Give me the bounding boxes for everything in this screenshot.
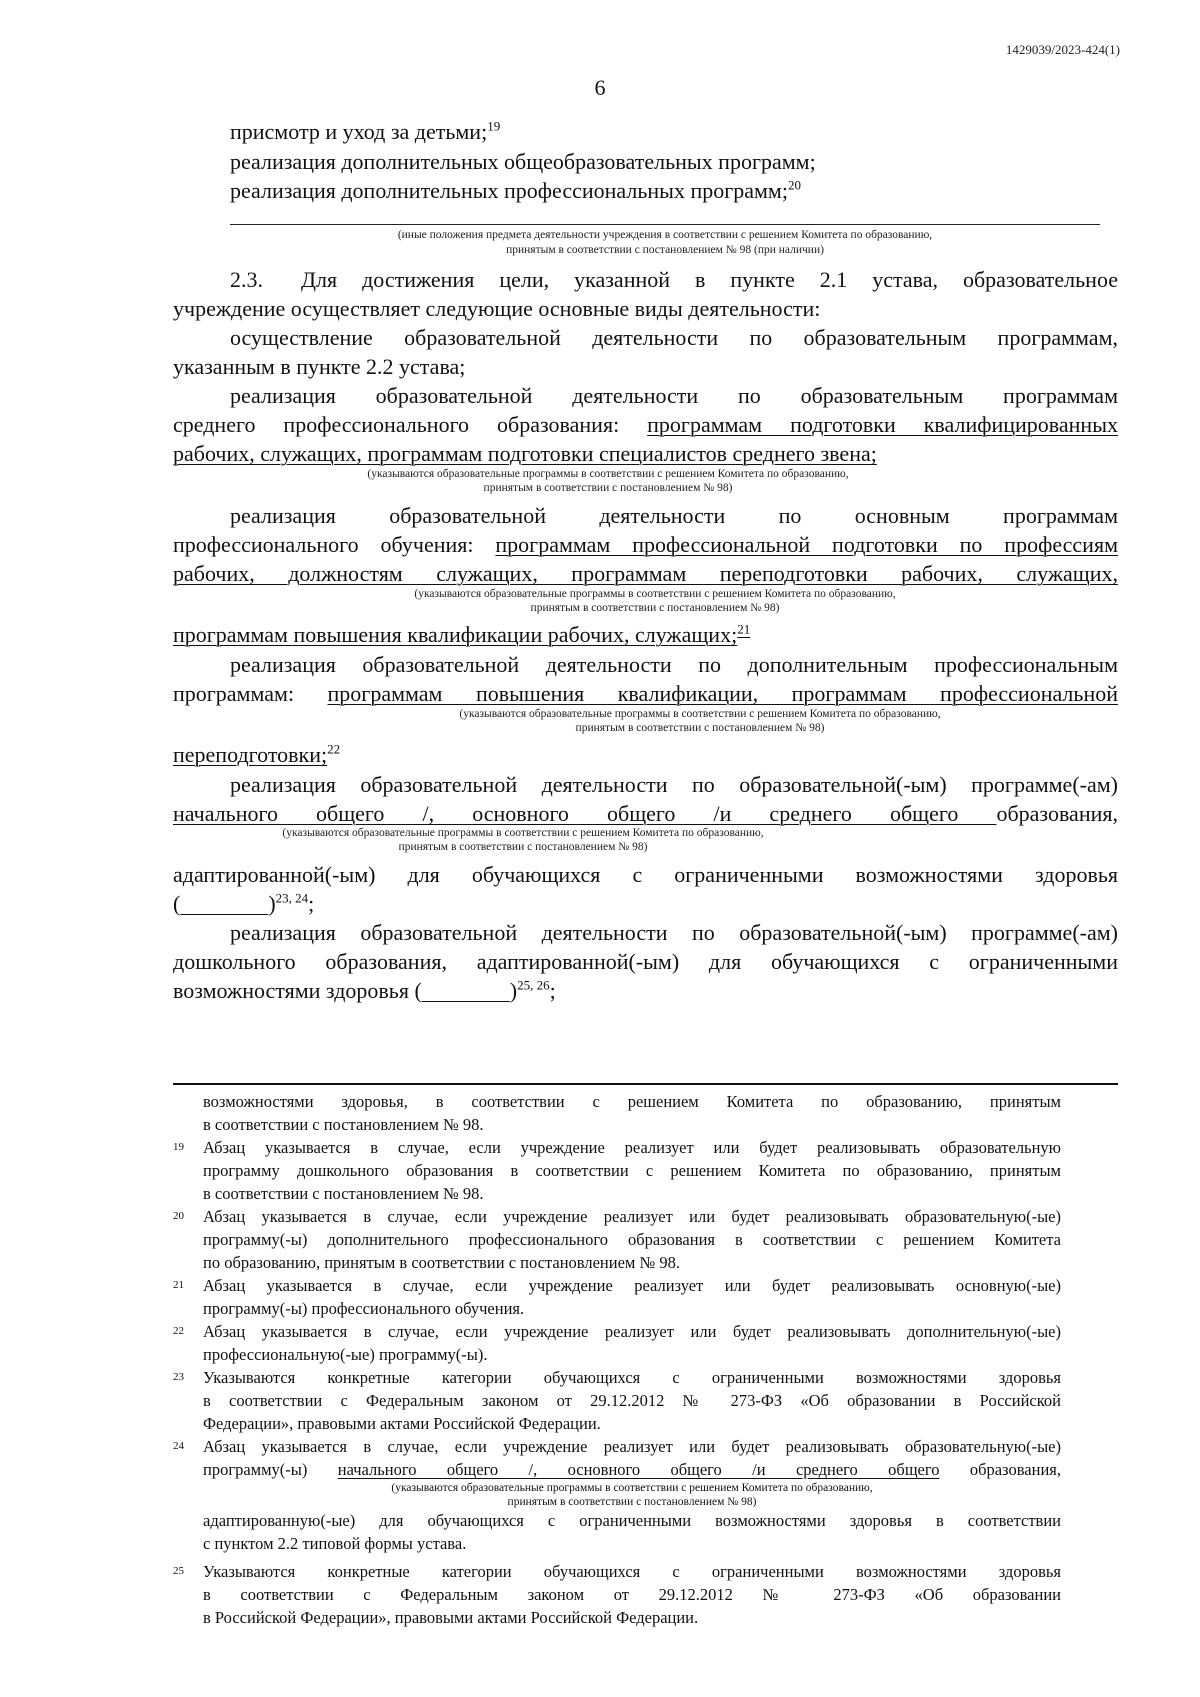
hint-line: (иные положения предмета деятельности учреждения в соответствии с решением Комитета по образованию, <box>397 229 933 241</box>
underlined-text: переподготовки; <box>173 742 328 767</box>
footnote-20 <box>173 1205 1061 1274</box>
body-line: реализация образовательной деятельности по образовательной(-ым) программе(-ам) <box>230 920 1118 945</box>
body-text: ) <box>268 891 276 916</box>
footnote-line: в Российской Федерации», правовыми актами Российской Федерации. <box>203 1608 699 1627</box>
clause-number: 2.3. <box>230 267 263 292</box>
footnote-number: 21 <box>173 1279 184 1291</box>
hint-line: принятым в соответствии с постановлением № 98 (при наличии) <box>506 244 824 256</box>
footnote-line: по образованию, принятым в соответствии с постановлением № 98. <box>203 1253 680 1272</box>
body-line <box>230 117 500 147</box>
fill-in-blank[interactable] <box>180 891 268 916</box>
footnote-21 <box>173 1274 1061 1320</box>
footnote-ref: 25, 26 <box>517 977 550 993</box>
body-text: образования, <box>996 801 1118 826</box>
body-text: Для достижения цели, указанной в пункте 2.1 устава, образовательное <box>301 267 1118 292</box>
footnote-line: Абзац указывается в случае, если учреждение реализует или будет реализовывать образовательную(-ые) <box>203 1437 1061 1456</box>
body-text: возможностями здоровья ( <box>173 978 422 1003</box>
body-line: реализация дополнительных общеобразовательных программ; <box>230 149 816 174</box>
footnote-19 <box>173 1136 1061 1205</box>
body-line <box>173 889 314 919</box>
footnote-line: Абзац указывается в случае, если учреждение реализует или будет реализовывать дополнительную(-ые) <box>203 1322 1061 1341</box>
hint-line: (указываются образовательные программы в соответствии с решением Комитета по образованию, <box>414 588 896 600</box>
body-line: реализация образовательной деятельности по основным программам <box>230 503 1118 528</box>
body-text: ; <box>308 891 315 916</box>
footnote-22 <box>173 1320 1061 1366</box>
body-text: реализация дополнительных профессиональных программ; <box>230 178 788 203</box>
body-line: учреждение осуществляет следующие основные виды деятельности: <box>173 296 821 321</box>
footnote-line: профессиональную(-ые) программу(-ы). <box>203 1345 488 1364</box>
footnote-line: в соответствии с Федеральным законом от 29.12.2012 № 273-ФЗ «Об образовании <box>203 1585 1061 1604</box>
body-line: адаптированной(-ым) для обучающихся с ограниченными возможностями здоровья <box>173 862 1118 887</box>
footnote-separator <box>173 1083 1118 1085</box>
hint-line: принятым в соответствии с постановлением № 98) <box>398 841 648 853</box>
hint-line: (указываются образовательные программы в соответствии с решением Комитета по образованию, <box>391 1482 873 1494</box>
body-text: присмотр и уход за детьми; <box>230 119 488 144</box>
footnote-text: образования, <box>969 1460 1062 1479</box>
hint-line: (указываются образовательные программы в соответствии с решением Комитета по образованию, <box>367 468 849 480</box>
hint-line: принятым в соответствии с постановлением № 98) <box>507 1496 757 1508</box>
footnote-24 <box>173 1435 1061 1555</box>
footnote-ref: 21 <box>737 621 751 637</box>
document-id: 1429039/2023-424(1) <box>1005 42 1120 57</box>
footnote-line: Абзац указывается в случае, если учреждение реализует или будет реализовывать образовательную(-ые) <box>203 1207 1061 1226</box>
footnote-line: Указываются конкретные категории обучающихся с ограниченными возможностями здоровья <box>203 1562 1061 1581</box>
footnote-number: 22 <box>173 1325 184 1337</box>
body-line <box>173 740 340 770</box>
fill-in-blank[interactable] <box>422 978 510 1003</box>
footnote-line: в соответствии с постановлением № 98. <box>203 1184 484 1203</box>
footnote-25 <box>173 1560 1061 1629</box>
underlined-text: программам подготовки квалифицированных <box>647 412 1118 437</box>
body-line <box>173 679 1118 709</box>
footnote-number: 25 <box>173 1565 184 1577</box>
hint-line: (указываются образовательные программы в соответствии с решением Комитета по образованию, <box>282 827 764 839</box>
body-text: ) <box>509 978 518 1003</box>
underlined-text: начального общего /, основного общего /и среднего общего <box>173 801 997 826</box>
body-text: ; <box>549 978 556 1003</box>
footnote-line: в соответствии с Федеральным законом от 29.12.2012 № 273-ФЗ «Об образовании в Российской <box>203 1391 1061 1410</box>
page-number: 6 <box>594 75 606 100</box>
body-text: программам: <box>173 681 328 706</box>
footnote-line: Абзац указывается в случае, если учреждение реализует или будет реализовывать образовательную <box>203 1138 1061 1157</box>
footnote-line: с пунктом 2.2 типовой формы устава. <box>203 1534 467 1553</box>
footnote-number: 24 <box>173 1440 184 1452</box>
underlined-text: начального общего /, основного общего /и среднего общего <box>337 1460 940 1479</box>
body-line: реализация образовательной деятельности по дополнительным профессиональным <box>230 652 1118 677</box>
footnote-line: Федерации», правовыми актами Российской Федерации. <box>203 1414 601 1433</box>
body-line <box>173 620 750 650</box>
footnote-line: программу(-ы) профессионального обучения. <box>203 1299 525 1318</box>
footnote-ref: 22 <box>327 741 341 757</box>
fill-in-line <box>230 224 1100 225</box>
footnote-continuation <box>203 1090 1061 1136</box>
underlined-text: рабочих, служащих, программам подготовки специалистов среднего звена; <box>173 441 877 466</box>
hint-line: принятым в соответствии с постановлением № 98) <box>483 482 733 494</box>
underlined-text: программам повышения квалификации рабочих, служащих; <box>173 622 738 647</box>
footnote-line: Указываются конкретные категории обучающихся с ограниченными возможностями здоровья <box>203 1368 1061 1387</box>
body-line: реализация образовательной деятельности по образовательной(-ым) программе(-ам) <box>230 772 1118 797</box>
hint-line: (указываются образовательные программы в соответствии с решением Комитета по образованию, <box>459 708 941 720</box>
body-line <box>173 530 1118 560</box>
underlined-text: программам профессиональной подготовки по профессиям <box>495 532 1118 557</box>
footnote-ref: 19 <box>487 118 501 134</box>
footnote-23 <box>173 1366 1061 1435</box>
footnote-line: возможностями здоровья, в соответствии с решением Комитета по образованию, принятым <box>203 1092 1061 1111</box>
underlined-text: программам повышения квалификации, программам профессиональной <box>327 681 1118 706</box>
footnote-ref: 20 <box>787 177 801 193</box>
body-text: ( <box>173 891 181 916</box>
footnote-line: адаптированную(-ые) для обучающихся с ограниченными возможностями здоровья в соответствии <box>203 1511 1061 1530</box>
hint-line: принятым в соответствии с постановлением № 98) <box>575 722 825 734</box>
footnote-line: программу(-ы) дополнительного профессионального образования в соответствии с решением Комитета <box>203 1230 1061 1249</box>
footnote-line: в соответствии с постановлением № 98. <box>203 1115 484 1134</box>
footnote-number: 19 <box>173 1141 184 1153</box>
body-line <box>173 410 1118 440</box>
body-line <box>230 176 801 206</box>
body-line: указанным в пункте 2.2 устава; <box>173 354 466 379</box>
body-text: профессионального обучения: <box>173 532 496 557</box>
footnote-line <box>203 1458 1061 1481</box>
footnote-number: 20 <box>173 1210 184 1222</box>
body-line: осуществление образовательной деятельности по образовательным программам, <box>230 325 1118 350</box>
body-line: дошкольного образования, адаптированной(-ым) для обучающихся с ограниченными <box>173 949 1118 974</box>
footnote-line: программу дошкольного образования в соответствии с решением Комитета по образованию, принятым <box>203 1161 1061 1180</box>
footnote-text: программу(-ы) <box>203 1460 338 1479</box>
body-line <box>173 976 556 1006</box>
body-line <box>173 439 877 469</box>
body-text: среднего профессионального образования: <box>173 412 648 437</box>
hint-line: принятым в соответствии с постановлением № 98) <box>530 602 780 614</box>
underlined-line: рабочих, должностям служащих, программам переподготовки рабочих, служащих, <box>173 561 1118 586</box>
footnote-number: 23 <box>173 1371 184 1383</box>
footnote-ref: 23, 24 <box>275 890 309 906</box>
footnote-line: Абзац указывается в случае, если учреждение реализует или будет реализовывать основную(-ые) <box>203 1276 1061 1295</box>
body-line <box>230 265 1118 295</box>
body-line: реализация образовательной деятельности по образовательным программам <box>230 383 1118 408</box>
body-line <box>173 799 1118 829</box>
